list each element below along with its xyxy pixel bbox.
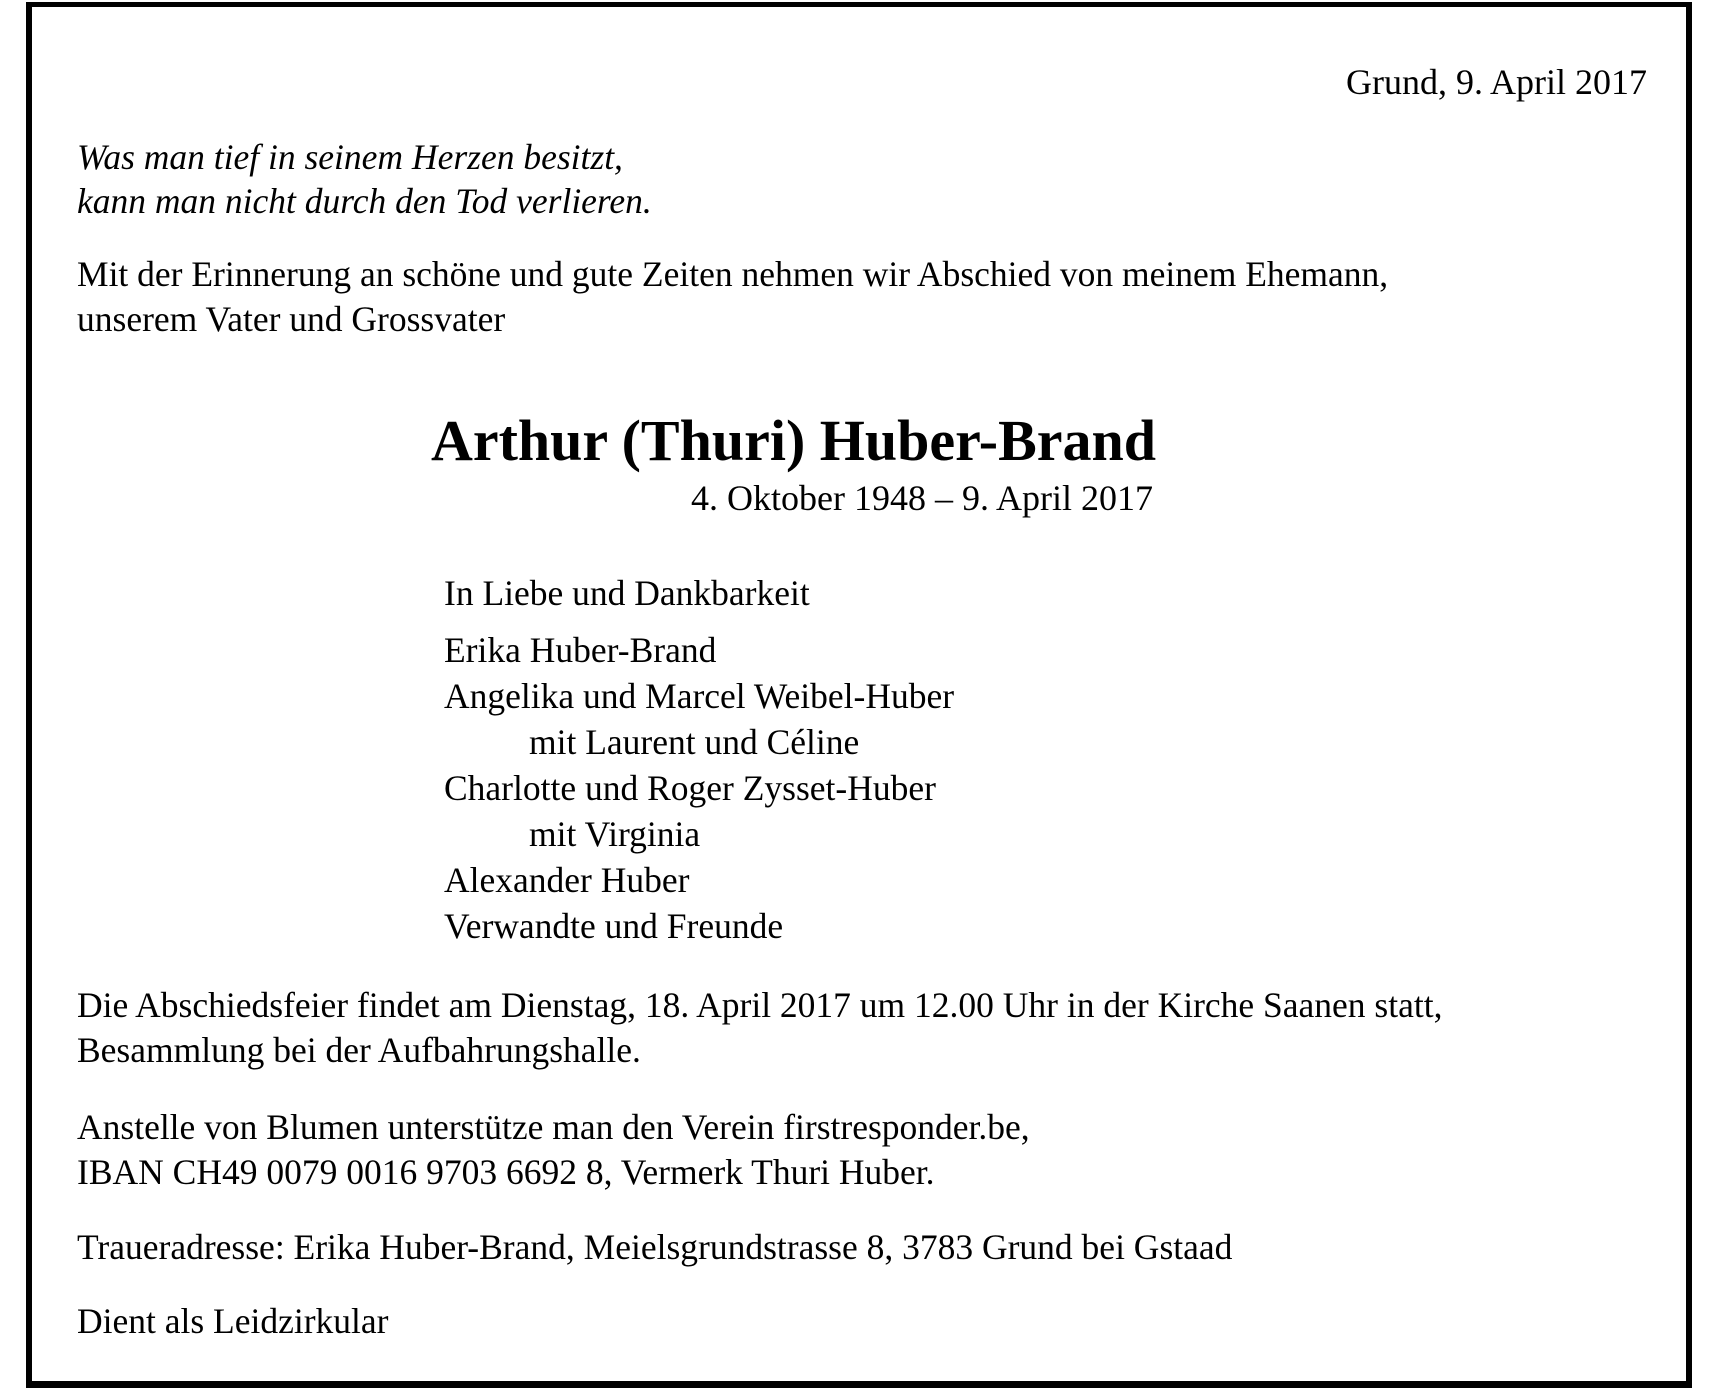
- intro-line-1: Mit der Erinnerung an schöne und gute Zeiten nehmen wir Abschied von meinem Ehemann,: [77, 254, 1389, 294]
- mourner-line: Erika Huber-Brand: [444, 630, 717, 670]
- lifespan: [0, 475, 1713, 521]
- circular-note: Dient als Leidzirkular: [77, 1301, 389, 1341]
- place-date: Grund, 9. April 2017: [1346, 62, 1647, 102]
- motto-line-1: Was man tief in seinem Herzen besitzt,: [77, 137, 623, 177]
- donation-line-1: Anstelle von Blumen unterstütze man den Verein firstresponder.be,: [77, 1107, 1030, 1147]
- mourner-line: Charlotte und Roger Zysset-Huber: [444, 768, 936, 808]
- motto-line-2: kann man nicht durch den Tod verlieren.: [77, 181, 652, 221]
- deceased-name: [0, 406, 1713, 476]
- mourner-line: mit Virginia: [529, 814, 701, 854]
- mourner-line: Verwandte und Freunde: [444, 906, 784, 946]
- mourner-line: Angelika und Marcel Weibel-Huber: [444, 676, 955, 716]
- ceremony-line-2: Besammlung bei der Aufbahrungshalle.: [77, 1030, 641, 1070]
- intro-line-2: unserem Vater und Grossvater: [77, 299, 506, 339]
- mourner-line: Alexander Huber: [444, 860, 690, 900]
- ceremony-line-1: Die Abschiedsfeier findet am Dienstag, 18. April 2017 um 12.00 Uhr in der Kirche Saanen statt,: [77, 985, 1443, 1025]
- mourning-address: Traueradresse: Erika Huber-Brand, Meielsgrundstrasse 8, 3783 Grund bei Gstaad: [77, 1227, 1233, 1267]
- mourner-line: mit Laurent und Céline: [529, 722, 860, 762]
- lifespan-text: 4. Oktober 1948 – 9. April 2017: [691, 478, 1153, 518]
- mourners-heading: In Liebe und Dankbarkeit: [444, 573, 810, 613]
- donation-line-2: IBAN CH49 0079 0016 9703 6692 8, Vermerk Thuri Huber.: [77, 1152, 935, 1192]
- deceased-name-text: Arthur (Thuri) Huber-Brand: [430, 408, 1157, 473]
